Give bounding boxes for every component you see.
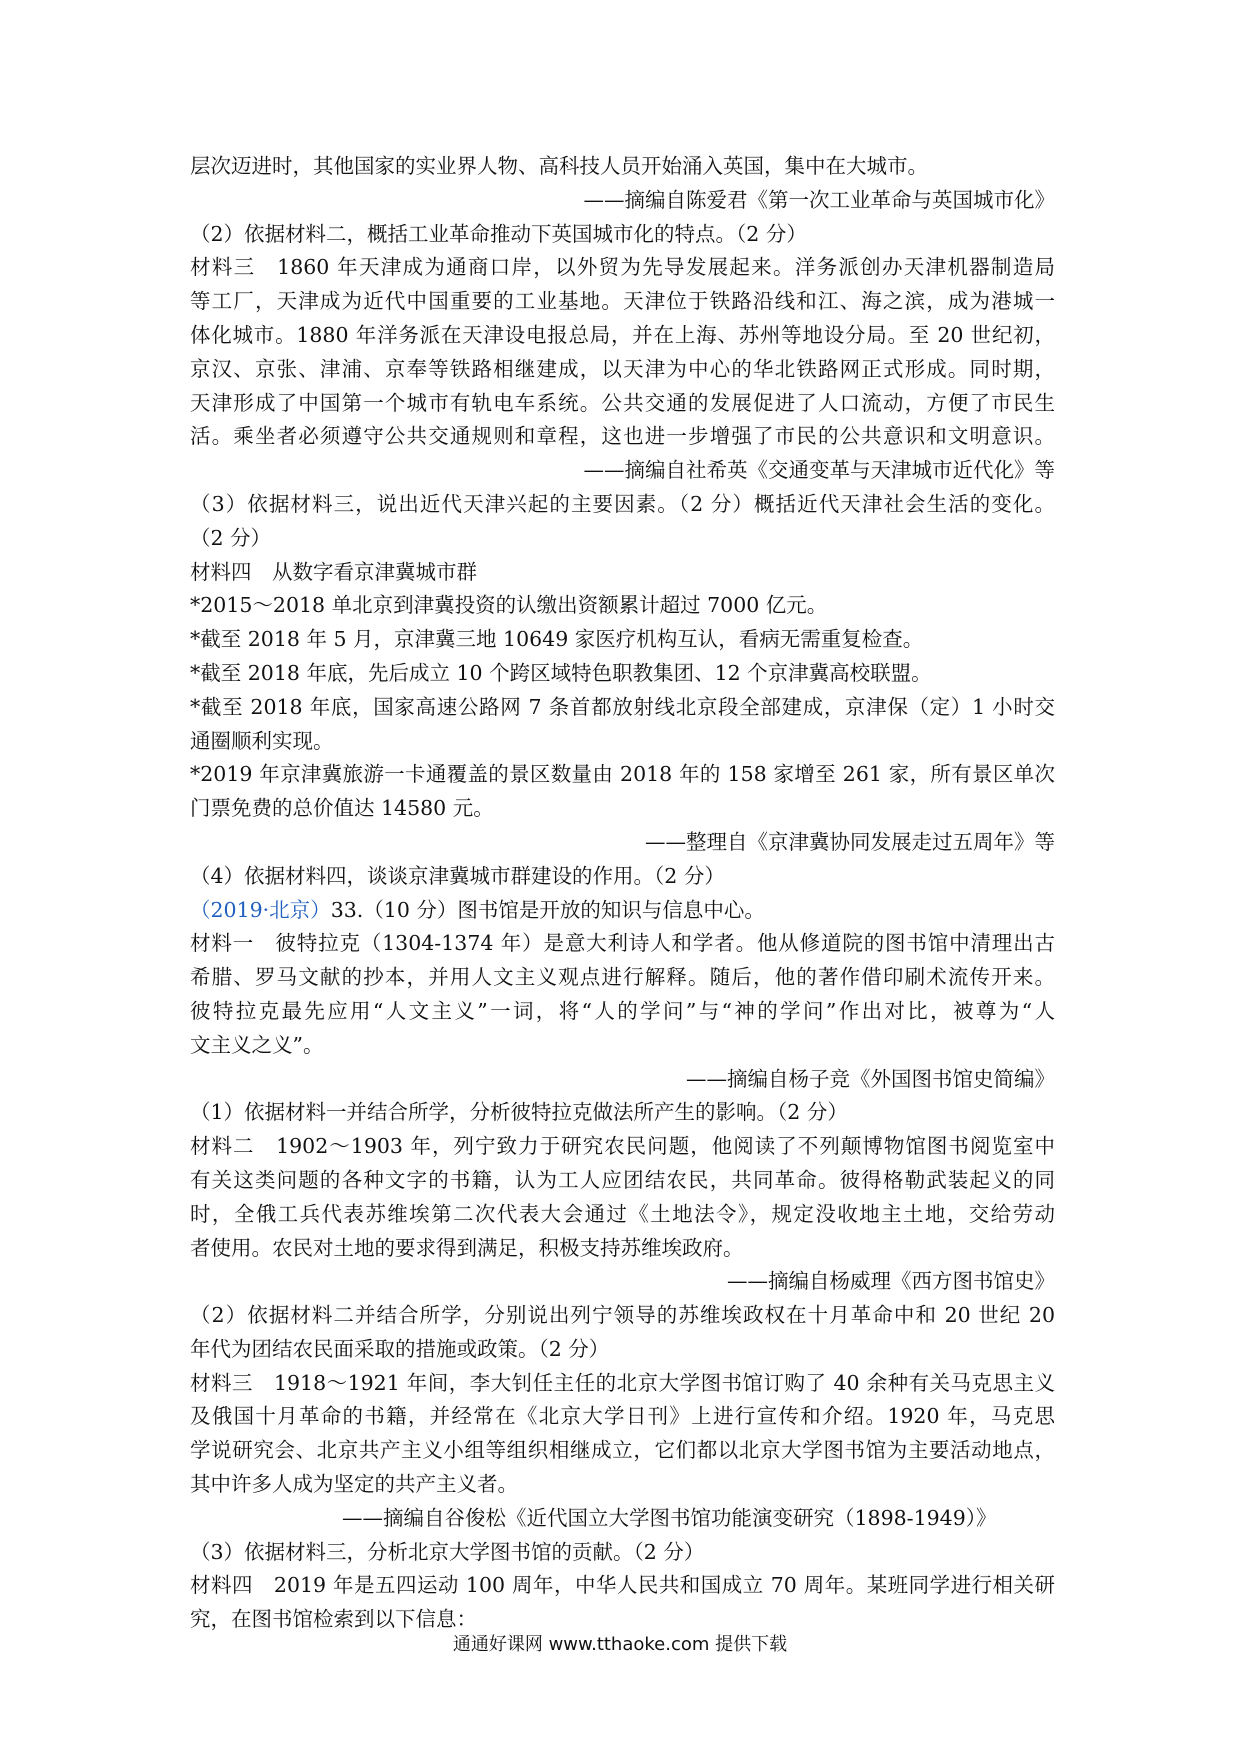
text-line bbox=[190, 961, 1055, 995]
line-text: 等工厂，天津成为近代中国重要的工业基地。天津位于铁路沿线和江、海之滨，成为港城一 bbox=[190, 289, 1055, 314]
text-line bbox=[190, 1299, 1055, 1333]
text-line bbox=[190, 725, 1055, 759]
line-text: ——摘编自陈爱君《第一次工业革命与英国城市化》 bbox=[583, 187, 1055, 212]
text-line bbox=[190, 1468, 1055, 1502]
text-line bbox=[190, 1096, 1055, 1130]
line-text: （2 分） bbox=[190, 525, 272, 550]
text-line bbox=[190, 556, 1055, 590]
text-line bbox=[190, 1536, 1055, 1570]
line-text: 希腊、罗马文献的抄本，并用人文主义观点进行解释。随后，他的著作借印刷术流传开来。 bbox=[190, 965, 1055, 990]
text-line bbox=[190, 657, 1055, 691]
text-line bbox=[190, 387, 1055, 421]
text-line bbox=[190, 792, 1055, 826]
text-line bbox=[190, 623, 1055, 657]
line-text: 材料三 1860 年天津成为通商口岸，以外贸为先导发展起来。洋务派创办天津机器制造局 bbox=[190, 255, 1055, 280]
line-text: 33.（10 分）图书馆是开放的知识与信息中心。 bbox=[330, 897, 765, 922]
text-line bbox=[190, 1400, 1055, 1434]
text-line bbox=[190, 488, 1055, 522]
text-line bbox=[190, 691, 1055, 725]
line-text: *2015～2018 单北京到津冀投资的认缴出资额累计超过 7000 亿元。 bbox=[190, 593, 828, 618]
text-line bbox=[190, 826, 1055, 860]
line-text: 材料四 2019 年是五四运动 100 周年，中华人民共和国成立 70 周年。某班同学进行相关研 bbox=[190, 1573, 1055, 1598]
line-text: 京汉、京张、津浦、京奉等铁路相继建成，以天津为中心的华北铁路网正式形成。同时期， bbox=[190, 356, 1055, 381]
line-text: ——摘编自杨威理《西方图书馆史》 bbox=[727, 1269, 1055, 1294]
line-text: 材料四 从数字看京津冀城市群 bbox=[190, 559, 477, 584]
text-line bbox=[190, 353, 1055, 387]
text-line bbox=[190, 1164, 1055, 1198]
line-text: （3）依据材料三，分析北京大学图书馆的贡献。（2 分） bbox=[190, 1539, 705, 1564]
line-text: *截至 2018 年 5 月，京津冀三地 10649 家医疗机构互认，看病无需重复检查。 bbox=[190, 627, 924, 652]
text-line bbox=[190, 1198, 1055, 1232]
line-text: 层次迈进时，其他国家的实业界人物、高科技人员开始涌入英国，集中在大城市。 bbox=[190, 154, 928, 178]
text-line bbox=[190, 1333, 1055, 1367]
line-text: 体化城市。1880 年洋务派在天津设电报总局，并在上海、苏州等地设分局。至 20 世纪初， bbox=[190, 322, 1055, 347]
document-body bbox=[190, 150, 1055, 1637]
line-text: 有关这类问题的各种文字的书籍，认为工人应团结农民，共同革命。彼得格勒武装起义的同 bbox=[190, 1167, 1055, 1192]
text-line bbox=[190, 1434, 1055, 1468]
line-text: （3）依据材料三，说出近代天津兴起的主要因素。（2 分）概括近代天津社会生活的变化。 bbox=[190, 491, 1055, 516]
line-text: ——整理自《京津冀协同发展走过五周年》等 bbox=[645, 829, 1055, 854]
text-line bbox=[190, 1232, 1055, 1266]
line-text: ——摘编自社希英《交通变革与天津城市近代化》等 bbox=[583, 458, 1055, 483]
source-tag: （2019·北京） bbox=[190, 897, 331, 922]
line-text: *2019 年京津冀旅游一卡通覆盖的景区数量由 2018 年的 158 家增至 261 家，所有景区单次 bbox=[190, 762, 1055, 787]
page-footer: 通通好课网 www.tthaoke.com 提供下载 bbox=[452, 1634, 788, 1655]
line-text: 通圈顺利实现。 bbox=[190, 728, 334, 753]
line-text: （2）依据材料二，概括工业革命推动下英国城市化的特点。（2 分） bbox=[190, 221, 807, 246]
line-text: 门票免费的总价值达 14580 元。 bbox=[190, 796, 494, 821]
line-text: 及俄国十月革命的书籍，并经常在《北京大学日刊》上进行宣传和介绍。1920 年，马克思 bbox=[190, 1404, 1055, 1429]
line-text: （4）依据材料四，谈谈京津冀城市群建设的作用。（2 分） bbox=[190, 863, 725, 888]
text-line bbox=[190, 995, 1055, 1029]
text-line bbox=[190, 1029, 1055, 1063]
line-text: 者使用。农民对土地的要求得到满足，积极支持苏维埃政府。 bbox=[190, 1235, 744, 1260]
line-text: 时，全俄工兵代表苏维埃第二次代表大会通过《土地法令》，规定没收地主土地，交给劳动 bbox=[190, 1201, 1055, 1226]
text-line bbox=[190, 758, 1055, 792]
line-text: 材料一 彼特拉克（1304-1374 年）是意大利诗人和学者。他从修道院的图书馆中清理出古 bbox=[190, 931, 1055, 956]
line-text: （2）依据材料二并结合所学，分别说出列宁领导的苏维埃政权在十月革命中和 20 世纪 20 bbox=[190, 1303, 1055, 1328]
line-text: 年代为团结农民面采取的措施或政策。（2 分） bbox=[190, 1336, 610, 1361]
line-text: *截至 2018 年底，先后成立 10 个跨区域特色职教集团、12 个京津冀高校联盟。 bbox=[190, 660, 932, 685]
line-text: 彼特拉克最先应用“人文主义”一词，将“人的学问”与“神的学问”作出对比，被尊为“人 bbox=[190, 998, 1055, 1023]
text-line bbox=[190, 1265, 1055, 1299]
text-line bbox=[190, 420, 1055, 454]
text-line bbox=[190, 150, 1055, 184]
text-line bbox=[190, 1502, 1055, 1536]
text-line bbox=[190, 319, 1055, 353]
line-text: ——摘编自谷俊松《近代国立大学图书馆功能演变研究（1898-1949）》 bbox=[342, 1505, 997, 1530]
text-line bbox=[190, 522, 1055, 556]
line-text: 文主义之义”。 bbox=[190, 1032, 324, 1057]
text-line bbox=[190, 927, 1055, 961]
line-text: （1）依据材料一并结合所学，分析彼特拉克做法所产生的影响。（2 分） bbox=[190, 1100, 848, 1125]
line-text: 学说研究会、北京共产主义小组等组织相继成立，它们都以北京大学图书馆为主要活动地点， bbox=[190, 1438, 1055, 1463]
line-text: ——摘编自杨子竞《外国图书馆史简编》 bbox=[686, 1066, 1055, 1091]
text-line bbox=[190, 1367, 1055, 1401]
text-line bbox=[190, 184, 1055, 218]
text-line bbox=[190, 1569, 1055, 1603]
text-line bbox=[190, 894, 1055, 928]
text-line bbox=[190, 251, 1055, 285]
line-text: 材料三 1918～1921 年间，李大钊任主任的北京大学图书馆订购了 40 余种有关马克思主义 bbox=[190, 1370, 1055, 1395]
text-line bbox=[190, 1063, 1055, 1097]
line-text: 活。乘坐者必须遵守公共交通规则和章程，这也进一步增强了市民的公共意识和文明意识。 bbox=[190, 424, 1055, 449]
text-line bbox=[190, 285, 1055, 319]
text-line bbox=[190, 589, 1055, 623]
line-text: 天津形成了中国第一个城市有轨电车系统。公共交通的发展促进了人口流动，方便了市民生 bbox=[190, 390, 1055, 415]
line-text: 究，在图书馆检索到以下信息： bbox=[190, 1607, 477, 1632]
line-text: *截至 2018 年底，国家高速公路网 7 条首都放射线北京段全部建成，京津保（定）1 小时交 bbox=[190, 694, 1055, 719]
line-text: 其中许多人成为坚定的共产主义者。 bbox=[190, 1472, 518, 1497]
text-line bbox=[190, 860, 1055, 894]
text-line bbox=[190, 454, 1055, 488]
text-line bbox=[190, 218, 1055, 252]
text-line bbox=[190, 1130, 1055, 1164]
line-text: 材料二 1902～1903 年，列宁致力于研究农民问题，他阅读了不列颠博物馆图书阅览室中 bbox=[190, 1134, 1055, 1159]
